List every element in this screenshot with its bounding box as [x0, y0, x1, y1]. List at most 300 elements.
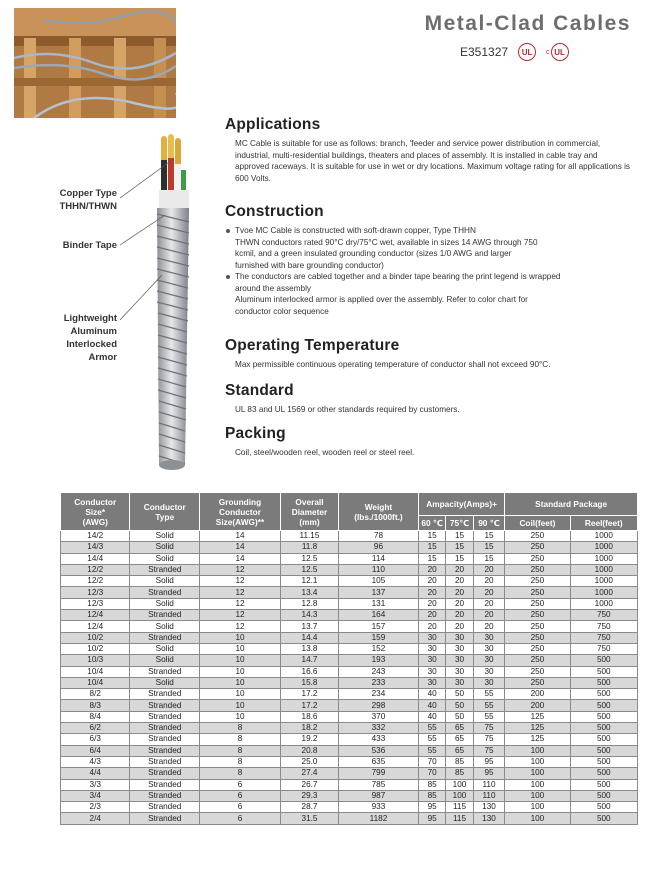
label-armor: Lightweight Aluminum Interlocked Armor [63, 313, 117, 363]
table-cell: 12 [199, 598, 280, 609]
table-cell: Stranded [130, 779, 199, 790]
table-cell: Solid [130, 621, 199, 632]
table-cell: 100 [505, 779, 570, 790]
applications-heading: Applications [225, 116, 321, 133]
table-cell: 14/2 [61, 531, 130, 542]
table-cell: 8 [199, 745, 280, 756]
table-cell: 8/2 [61, 689, 130, 700]
table-cell: 30 [446, 655, 473, 666]
table-cell: 12/4 [61, 621, 130, 632]
table-cell: 2/4 [61, 813, 130, 824]
table-cell: 30 [473, 643, 505, 654]
standard-heading: Standard [225, 382, 294, 399]
table-cell: 987 [338, 790, 418, 801]
table-cell: 6 [199, 802, 280, 813]
table-cell: Stranded [130, 768, 199, 779]
table-cell: 100 [446, 779, 473, 790]
table-cell: 75 [473, 734, 505, 745]
table-cell: 20 [473, 576, 505, 587]
applications-text: MC Cable is suitable for use as follows: branch, 'feeder and service power distribution in commercial, industrial, multi-residential buildings, theaters and places of assembly. It is installed in cable tray and approved raceways. It is suitable for use in wet or dry locations. Maximum voltage rating for all applications is 600 Volts. [235, 139, 630, 183]
table-cell: 500 [570, 745, 637, 756]
table-cell: 115 [446, 813, 473, 824]
table-cell: 12/2 [61, 576, 130, 587]
table-cell: 15 [473, 542, 505, 553]
table-cell: 1182 [338, 813, 418, 824]
table-cell: 55 [473, 689, 505, 700]
standard-text: UL 83 and UL 1569 or other standards required by customers. [235, 405, 460, 414]
packing-section [225, 425, 630, 459]
metal-clad-cable-illustration [145, 130, 215, 475]
table-cell: 8 [199, 734, 280, 745]
table-cell: 40 [418, 689, 445, 700]
table-row [61, 756, 638, 767]
table-row [61, 689, 638, 700]
table-cell: 26.7 [281, 779, 339, 790]
table-cell: 8/4 [61, 711, 130, 722]
table-cell: 30 [418, 677, 445, 688]
standard-section [225, 382, 630, 416]
table-cell: 17.2 [281, 700, 339, 711]
table-cell: 10/4 [61, 677, 130, 688]
table-cell: 370 [338, 711, 418, 722]
table-cell: 500 [570, 700, 637, 711]
table-cell: 15 [446, 531, 473, 542]
table-cell: 200 [505, 689, 570, 700]
table-cell: 20 [418, 598, 445, 609]
table-cell: 13.8 [281, 643, 339, 654]
table-cell: 14/3 [61, 542, 130, 553]
table-cell: 30 [446, 643, 473, 654]
table-row [61, 745, 638, 756]
table-cell: 10 [199, 689, 280, 700]
table-cell: 10/2 [61, 643, 130, 654]
table-cell: 110 [473, 779, 505, 790]
table-cell: 500 [570, 677, 637, 688]
table-cell: 96 [338, 542, 418, 553]
operating-temperature-heading: Operating Temperature [225, 337, 400, 354]
table-cell: 250 [505, 621, 570, 632]
table-cell: 18.2 [281, 723, 339, 734]
table-cell: 1000 [570, 531, 637, 542]
certification-block [460, 43, 569, 61]
table-cell: 750 [570, 610, 637, 621]
table-cell: 250 [505, 576, 570, 587]
table-cell: 12/3 [61, 587, 130, 598]
table-cell: 14/4 [61, 553, 130, 564]
table-row [61, 790, 638, 801]
table-cell: 20 [446, 564, 473, 575]
table-cell: 500 [570, 802, 637, 813]
table-cell: 30 [473, 666, 505, 677]
table-cell: 95 [418, 802, 445, 813]
table-cell: Solid [130, 553, 199, 564]
table-row [61, 666, 638, 677]
header-coil: Coil(feet) [505, 516, 570, 531]
table-cell: Solid [130, 531, 199, 542]
table-cell: 65 [446, 723, 473, 734]
table-cell: 14.4 [281, 632, 339, 643]
table-cell: 750 [570, 632, 637, 643]
table-cell: 95 [418, 813, 445, 824]
table-cell: 12 [199, 576, 280, 587]
table-row [61, 813, 638, 824]
table-cell: 115 [446, 802, 473, 813]
table-cell: 85 [418, 779, 445, 790]
table-cell: Stranded [130, 564, 199, 575]
table-cell: 78 [338, 531, 418, 542]
table-cell: 125 [505, 711, 570, 722]
table-cell: 70 [418, 756, 445, 767]
table-row [61, 553, 638, 564]
table-cell: 12 [199, 564, 280, 575]
table-cell: 13.4 [281, 587, 339, 598]
table-cell: 13.7 [281, 621, 339, 632]
header-diameter: Overall Diameter (mm) [281, 493, 339, 531]
table-cell: 15 [418, 542, 445, 553]
table-cell: 30 [446, 632, 473, 643]
table-cell: 12 [199, 587, 280, 598]
table-cell: 159 [338, 632, 418, 643]
table-row [61, 734, 638, 745]
table-row [61, 768, 638, 779]
table-cell: 55 [473, 711, 505, 722]
table-cell: 11.8 [281, 542, 339, 553]
table-cell: 1000 [570, 564, 637, 575]
table-cell: 12/4 [61, 610, 130, 621]
table-cell: 25.0 [281, 756, 339, 767]
table-cell: 250 [505, 643, 570, 654]
table-row [61, 576, 638, 587]
table-cell: 29.3 [281, 790, 339, 801]
table-cell: 10/2 [61, 632, 130, 643]
table-cell: 10 [199, 655, 280, 666]
table-cell: 85 [446, 768, 473, 779]
table-cell: 8 [199, 768, 280, 779]
table-cell: Stranded [130, 734, 199, 745]
table-cell: 15 [418, 531, 445, 542]
header-ampacity: Ampacity(Amps)+ [418, 493, 504, 516]
table-cell: 11.15 [281, 531, 339, 542]
table-cell: 20 [446, 587, 473, 598]
table-row [61, 779, 638, 790]
table-cell: 100 [505, 768, 570, 779]
table-cell: 130 [473, 802, 505, 813]
table-cell: 1000 [570, 542, 637, 553]
table-cell: 75 [473, 723, 505, 734]
table-cell: 114 [338, 553, 418, 564]
table-cell: 16.6 [281, 666, 339, 677]
table-cell: 14 [199, 542, 280, 553]
table-cell: 50 [446, 700, 473, 711]
table-row [61, 700, 638, 711]
table-cell: Solid [130, 643, 199, 654]
table-cell: 12 [199, 610, 280, 621]
table-cell: 6/4 [61, 745, 130, 756]
operating-temperature-text: Max permissible continuous operating temperature of conductor shall not exceed 90°C. [235, 360, 551, 369]
table-cell: 85 [446, 756, 473, 767]
construction-item-1: Tvoe MC Cable is constructed with soft-drawn copper, Type THHN THWN conductors rated 90°C dry/75°C wet, available in sizes 14 AWG through 750 kcmil, and a green insulated grounding conductor (sizes 1/0 AWG and larger furnished with bare grounding conductor) [225, 225, 630, 271]
table-cell: 3/3 [61, 779, 130, 790]
packing-text: Coil, steel/wooden reel, wooden reel or steel reel. [235, 448, 415, 457]
table-cell: Stranded [130, 790, 199, 801]
table-cell: 250 [505, 587, 570, 598]
table-cell: 30 [473, 677, 505, 688]
table-cell: 500 [570, 734, 637, 745]
table-cell: 17.2 [281, 689, 339, 700]
table-cell: 200 [505, 700, 570, 711]
table-cell: 14.7 [281, 655, 339, 666]
table-cell: 785 [338, 779, 418, 790]
table-cell: 164 [338, 610, 418, 621]
table-cell: Stranded [130, 689, 199, 700]
table-row [61, 655, 638, 666]
table-cell: 100 [505, 802, 570, 813]
table-cell: 250 [505, 553, 570, 564]
table-cell: 6/3 [61, 734, 130, 745]
table-cell: 10/3 [61, 655, 130, 666]
table-cell: 14 [199, 531, 280, 542]
table-cell: 85 [418, 790, 445, 801]
table-body [61, 531, 638, 825]
table-cell: Stranded [130, 813, 199, 824]
table-cell: 65 [446, 745, 473, 756]
table-cell: 8 [199, 723, 280, 734]
table-row [61, 564, 638, 575]
table-cell: Stranded [130, 666, 199, 677]
table-cell: 750 [570, 643, 637, 654]
table-cell: 100 [505, 813, 570, 824]
table-cell: 131 [338, 598, 418, 609]
header-size: Conductor Size* (AWG) [61, 493, 130, 531]
table-cell: 1000 [570, 587, 637, 598]
operating-temperature-section [225, 337, 630, 371]
table-cell: 30 [418, 632, 445, 643]
table-cell: 28.7 [281, 802, 339, 813]
table-cell: 10 [199, 711, 280, 722]
table-cell: 635 [338, 756, 418, 767]
table-cell: Stranded [130, 610, 199, 621]
table-cell: 193 [338, 655, 418, 666]
table-cell: 12.5 [281, 564, 339, 575]
table-cell: Stranded [130, 802, 199, 813]
table-row [61, 632, 638, 643]
table-cell: 100 [505, 756, 570, 767]
table-cell: 500 [570, 655, 637, 666]
table-cell: 65 [446, 734, 473, 745]
table-cell: 40 [418, 711, 445, 722]
table-cell: 6/2 [61, 723, 130, 734]
table-cell: 12.1 [281, 576, 339, 587]
table-row [61, 542, 638, 553]
table-cell: 20 [446, 621, 473, 632]
table-cell: 10/4 [61, 666, 130, 677]
table-cell: 250 [505, 677, 570, 688]
table-cell: 55 [418, 745, 445, 756]
table-row [61, 598, 638, 609]
table-cell: 125 [505, 723, 570, 734]
table-cell: 20 [446, 598, 473, 609]
page-title: Metal-Clad Cables [424, 12, 631, 35]
table-cell: 933 [338, 802, 418, 813]
table-cell: 4/4 [61, 768, 130, 779]
table-cell: 100 [446, 790, 473, 801]
table-row [61, 677, 638, 688]
packing-heading: Packing [225, 425, 286, 442]
table-cell: 6 [199, 790, 280, 801]
table-cell: 20.8 [281, 745, 339, 756]
table-cell: Stranded [130, 745, 199, 756]
table-row [61, 610, 638, 621]
table-cell: 500 [570, 756, 637, 767]
table-cell: 500 [570, 768, 637, 779]
table-cell: 14 [199, 553, 280, 564]
table-cell: 20 [418, 610, 445, 621]
table-cell: 500 [570, 723, 637, 734]
specification-table [60, 492, 638, 825]
table-cell: 15 [473, 531, 505, 542]
table-cell: Solid [130, 655, 199, 666]
applications-section [225, 116, 630, 184]
table-cell: 12.5 [281, 553, 339, 564]
construction-item-2: The conductors are cabled together and a binder tape bearing the print legend is wrapped around the assembly Aluminum interlocked armor is applied over the assembly. Refer to color chart for conductor color sequence [225, 271, 630, 317]
construction-heading: Construction [225, 203, 324, 220]
table-cell: 20 [418, 587, 445, 598]
table-cell: 152 [338, 643, 418, 654]
table-cell: 70 [418, 768, 445, 779]
table-row [61, 802, 638, 813]
table-row [61, 711, 638, 722]
label-binder-tape: Binder Tape [62, 240, 117, 251]
header-weight: Weight (lbs./1000ft.) [338, 493, 418, 531]
table-cell: Stranded [130, 700, 199, 711]
table-cell: 8/3 [61, 700, 130, 711]
table-cell: 8 [199, 756, 280, 767]
table-cell: 10 [199, 677, 280, 688]
table-cell: 500 [570, 813, 637, 824]
table-cell: Stranded [130, 632, 199, 643]
table-cell: 3/4 [61, 790, 130, 801]
table-cell: 75 [473, 745, 505, 756]
table-cell: 20 [473, 621, 505, 632]
table-cell: 30 [446, 677, 473, 688]
table-cell: Solid [130, 576, 199, 587]
table-cell: 30 [418, 643, 445, 654]
header-package: Standard Package [505, 493, 638, 516]
table-cell: 10 [199, 643, 280, 654]
table-cell: 250 [505, 542, 570, 553]
table-row [61, 643, 638, 654]
table-cell: 18.6 [281, 711, 339, 722]
table-cell: 250 [505, 531, 570, 542]
table-cell: 31.5 [281, 813, 339, 824]
ul-listing-mark-icon: UL [518, 43, 536, 61]
building-framing-photo [14, 8, 176, 118]
table-cell: 1000 [570, 576, 637, 587]
table-cell: 30 [418, 666, 445, 677]
table-row [61, 531, 638, 542]
table-cell: Solid [130, 677, 199, 688]
table-cell: 15 [418, 553, 445, 564]
table-cell: 750 [570, 621, 637, 632]
cert-number: E351327 [460, 45, 509, 59]
table-cell: 20 [446, 610, 473, 621]
table-cell: 250 [505, 632, 570, 643]
table-cell: Stranded [130, 587, 199, 598]
table-cell: 125 [505, 734, 570, 745]
table-cell: 100 [505, 745, 570, 756]
table-cell: 95 [473, 756, 505, 767]
table-cell: 15 [473, 553, 505, 564]
table-cell: 10 [199, 700, 280, 711]
header-60c: 60 ℃ [418, 516, 445, 531]
table-cell: Stranded [130, 756, 199, 767]
table-cell: 500 [570, 689, 637, 700]
table-cell: 30 [418, 655, 445, 666]
table-cell: 20 [473, 587, 505, 598]
table-cell: 20 [418, 621, 445, 632]
table-cell: 19.2 [281, 734, 339, 745]
table-cell: 6 [199, 779, 280, 790]
header-ground: Grounding Conductor Size(AWG)** [199, 493, 280, 531]
table-cell: Stranded [130, 711, 199, 722]
table-cell: 10 [199, 632, 280, 643]
table-cell: 55 [418, 734, 445, 745]
table-cell: 500 [570, 790, 637, 801]
table-cell: 50 [446, 689, 473, 700]
table-cell: 250 [505, 666, 570, 677]
table-cell: 105 [338, 576, 418, 587]
table-cell: 20 [473, 610, 505, 621]
table-cell: 15 [446, 553, 473, 564]
table-cell: 500 [570, 779, 637, 790]
table-cell: 12/2 [61, 564, 130, 575]
table-cell: 27.4 [281, 768, 339, 779]
table-cell: 500 [570, 666, 637, 677]
table-cell: 250 [505, 564, 570, 575]
table-cell: 12 [199, 621, 280, 632]
table-row [61, 723, 638, 734]
table-cell: 536 [338, 745, 418, 756]
header-reel: Reel(feet) [570, 516, 637, 531]
table-cell: 20 [473, 564, 505, 575]
table-cell: 15 [446, 542, 473, 553]
table-cell: 30 [446, 666, 473, 677]
table-cell: 332 [338, 723, 418, 734]
table-cell: 12.8 [281, 598, 339, 609]
cul-c-letter: c [546, 48, 550, 56]
table-cell: 250 [505, 655, 570, 666]
table-cell: 500 [570, 711, 637, 722]
table-cell: 110 [338, 564, 418, 575]
table-cell: 2/3 [61, 802, 130, 813]
table-cell: Solid [130, 598, 199, 609]
table-cell: 799 [338, 768, 418, 779]
table-cell: 20 [446, 576, 473, 587]
table-cell: 137 [338, 587, 418, 598]
cul-listing-mark-icon: UL [551, 43, 569, 61]
header-90c: 90 ℃ [473, 516, 505, 531]
construction-section [225, 203, 630, 317]
table-cell: 14.3 [281, 610, 339, 621]
table-cell: Solid [130, 542, 199, 553]
table-row [61, 621, 638, 632]
table-cell: 10 [199, 666, 280, 677]
table-cell: 234 [338, 689, 418, 700]
table-cell: 15.8 [281, 677, 339, 688]
table-cell: 30 [473, 632, 505, 643]
table-cell: 20 [473, 598, 505, 609]
header-75c: 75℃ [446, 516, 473, 531]
